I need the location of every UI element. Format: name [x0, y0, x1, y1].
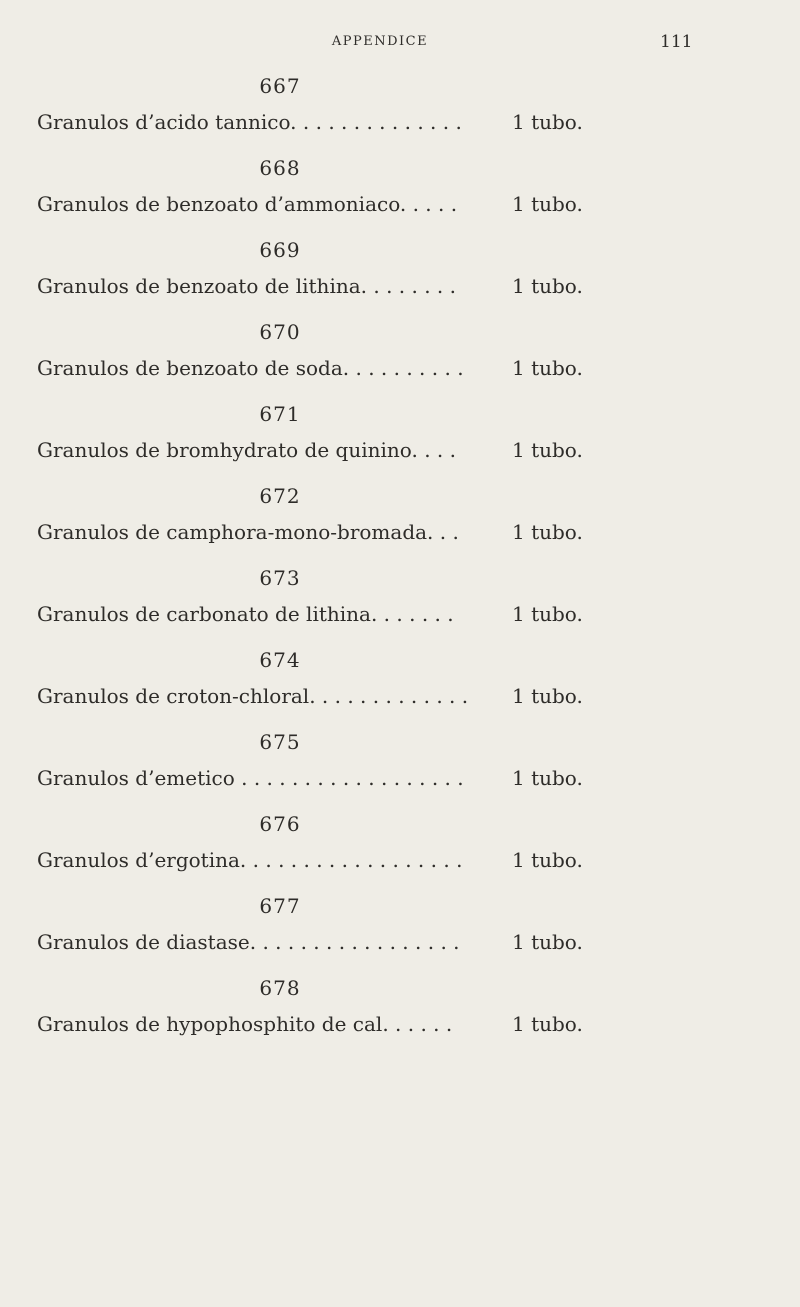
entry-number: 667	[259, 74, 301, 98]
running-title: APPENDICE	[331, 34, 429, 49]
entry-668	[0, 156, 800, 238]
entry-quantity: 1 tubo.	[512, 848, 583, 872]
entry-669	[0, 238, 800, 320]
entry-name: Granulos de benzoato d’ammoniaco. . . . .	[37, 192, 458, 216]
entry-name: Granulos de benzoato de soda. . . . . . . . . .	[37, 356, 464, 380]
entry-number: 669	[259, 238, 301, 262]
entry-number: 675	[259, 730, 301, 754]
entry-number: 673	[259, 566, 301, 590]
entry-name: Granulos de camphora-mono-bromada. . .	[37, 520, 459, 544]
entry-number: 670	[259, 320, 301, 344]
entry-quantity: 1 tubo.	[512, 356, 583, 380]
entry-675	[0, 730, 800, 812]
entry-number: 672	[259, 484, 301, 508]
entry-name: Granulos de benzoato de lithina. . . . . . . .	[37, 274, 457, 298]
entry-number: 668	[259, 156, 301, 180]
entry-name: Granulos de croton-chloral. . . . . . . . . . . . .	[37, 684, 469, 708]
entry-671	[0, 402, 800, 484]
entry-name: Granulos d’emetico . . . . . . . . . . . . . . . . . .	[37, 766, 464, 790]
entry-676	[0, 812, 800, 894]
entry-number: 674	[259, 648, 301, 672]
entry-quantity: 1 tubo.	[512, 274, 583, 298]
page-number: 111	[660, 32, 693, 52]
entry-quantity: 1 tubo.	[512, 1012, 583, 1036]
entry-quantity: 1 tubo.	[512, 766, 583, 790]
entry-quantity: 1 tubo.	[512, 930, 583, 954]
entry-677	[0, 894, 800, 976]
entry-673	[0, 566, 800, 648]
entry-quantity: 1 tubo.	[512, 684, 583, 708]
running-head	[0, 32, 800, 54]
entry-number: 671	[259, 402, 301, 426]
entry-name: Granulos d’ergotina. . . . . . . . . . . . . . . . . .	[37, 848, 463, 872]
entry-name: Granulos de diastase. . . . . . . . . . . . . . . . .	[37, 930, 460, 954]
entry-name: Granulos de hypophosphito de cal. . . . . .	[37, 1012, 453, 1036]
entry-number: 677	[259, 894, 301, 918]
entry-number: 676	[259, 812, 301, 836]
entry-674	[0, 648, 800, 730]
entry-quantity: 1 tubo.	[512, 438, 583, 462]
entry-quantity: 1 tubo.	[512, 110, 583, 134]
entry-name: Granulos d’acido tannico. . . . . . . . . . . . . .	[37, 110, 462, 134]
entry-name: Granulos de bromhydrato de quinino. . . .	[37, 438, 456, 462]
entry-678	[0, 976, 800, 1058]
entry-quantity: 1 tubo.	[512, 520, 583, 544]
entry-name: Granulos de carbonato de lithina. . . . . . .	[37, 602, 454, 626]
entry-670	[0, 320, 800, 402]
entry-667	[0, 74, 800, 156]
entry-672	[0, 484, 800, 566]
entry-quantity: 1 tubo.	[512, 192, 583, 216]
entry-list	[0, 74, 800, 1058]
entry-quantity: 1 tubo.	[512, 602, 583, 626]
entry-number: 678	[259, 976, 301, 1000]
